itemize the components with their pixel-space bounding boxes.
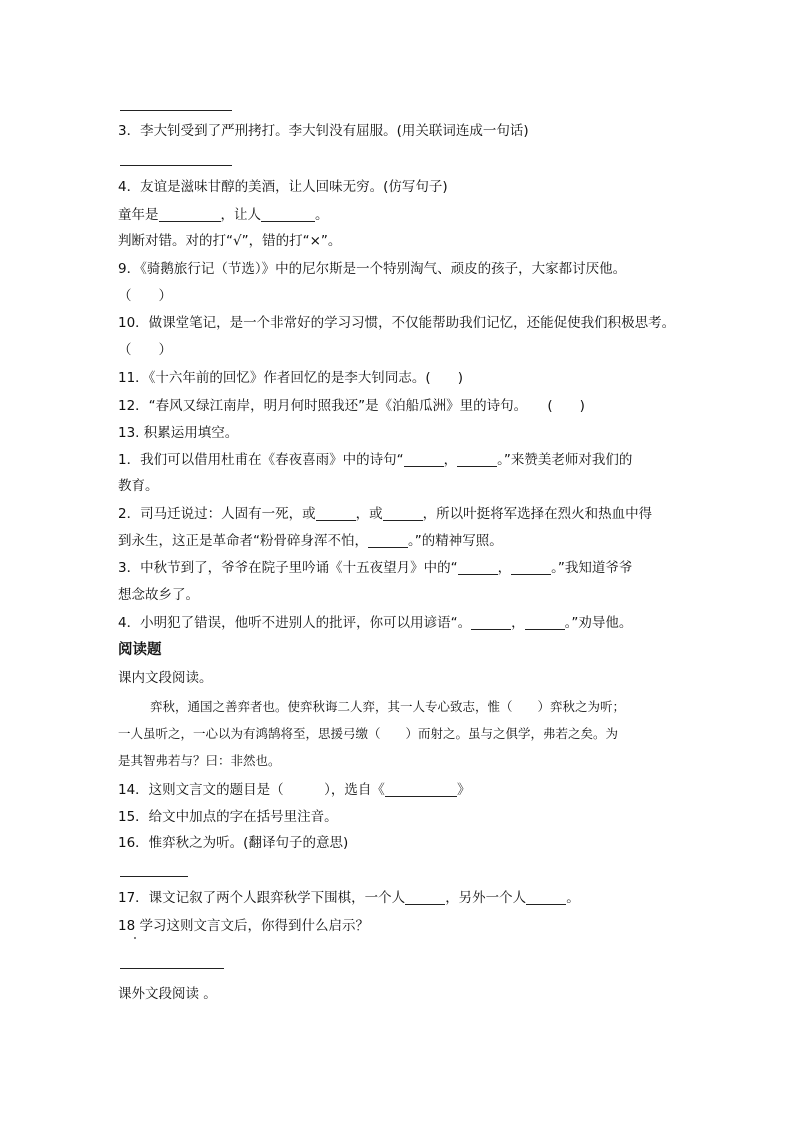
fill-item-3-cont: 想念故乡了。 [118, 587, 199, 603]
answer-parens[interactable]: （ ） [118, 288, 172, 304]
answer-line [120, 165, 232, 166]
subsection-extracurricular: 课外文段阅读 。 [118, 986, 217, 1002]
fill-item-3: 3．中秋节到了，爷爷在院子里吟诵《十五夜望月》中的“ ， 。”我知道爷爷 [118, 560, 633, 576]
fill-blank[interactable] [404, 452, 444, 467]
question-4-imitation: 童年是 ，让人 。 [118, 207, 329, 223]
fill-item-2-cont: 到永生，这正是革命者“粉骨碎身浑不怕， 。”的精神写照。 [118, 533, 503, 549]
answer-line [120, 110, 232, 111]
answer-line [120, 968, 224, 969]
classical-text-line-2: 一人虽听之，一心以为有鸿鹄将至，思援弓缴（ ）而射之。虽与之俱学，弗若之矣。为 [118, 726, 619, 741]
fill-blank[interactable] [385, 782, 457, 797]
fill-blank[interactable] [525, 615, 565, 630]
question-4: 4．友谊是滋味甘醇的美酒，让人回味无穷。(仿写句子) [118, 179, 448, 195]
section-title: 阅读题 [118, 642, 162, 658]
fill-blank[interactable] [526, 890, 566, 905]
question-13: 13. 积累运用填空。 [118, 425, 239, 441]
judge-instructions: 判断对错。对的打“√”，错的打“×”。 [118, 233, 342, 249]
fill-item-1-cont: 教育。 [118, 478, 159, 494]
question-12: 12．“春风又绿江南岸，明月何时照我还”是《泊船瓜洲》里的诗句。 ( ) [118, 398, 585, 414]
fill-blank[interactable] [471, 615, 511, 630]
fill-blank[interactable] [458, 560, 498, 575]
stray-mark [134, 937, 136, 939]
question-16: 16．惟弈秋之为听。(翻译句子的意思) [118, 835, 349, 851]
answer-line [120, 876, 188, 877]
fill-item-2: 2．司马迁说过：人固有一死，或 ，或 ，所以叶挺将军选择在烈火和热血中得 [118, 506, 653, 522]
fill-blank[interactable] [368, 533, 408, 548]
fill-item-4: 4．小明犯了错误，他听不进别人的批评，你可以用谚语“。 ， 。”劝导他。 [118, 615, 633, 631]
question-10: 10．做课堂笔记，是一个非常好的学习习惯，不仅能帮助我们记忆，还能促使我们积极思考。 [118, 315, 676, 331]
fill-blank[interactable] [511, 560, 551, 575]
question-15: 15．给文中加点的字在括号里注音。 [118, 809, 338, 825]
classical-text-line-3: 是其智弗若与？曰：非然也。 [118, 753, 281, 768]
answer-parens[interactable]: （ ） [118, 342, 172, 358]
fill-blank[interactable] [383, 506, 423, 521]
fill-blank[interactable] [457, 452, 497, 467]
fill-blank[interactable] [405, 890, 445, 905]
question-14: 14．这则文言文的题目是（ ），选自《 》 [118, 782, 471, 798]
question-9: 9．《骑鹅旅行记（节选）》中的尼尔斯是一个特别淘气、顽皮的孩子，大家都讨厌他。 [118, 261, 627, 277]
fill-blank[interactable] [261, 207, 315, 222]
question-11: 11．《十六年前的回忆》作者回忆的是李大钊同志。( ) [118, 370, 463, 386]
question-17: 17．课文记叙了两个人跟弈秋学下围棋，一个人 ，另外一个人 。 [118, 890, 580, 906]
question-3: 3．李大钊受到了严刑拷打。李大钊没有屈服。(用关联词连成一句话) [118, 123, 529, 139]
subsection-in-class: 课内文段阅读。 [118, 670, 213, 686]
fill-item-1: 1．我们可以借用杜甫在《春夜喜雨》中的诗句“ ， 。”来赞美老师对我们的 [118, 452, 633, 468]
classical-text-line-1: 弈秋，通国之善弈者也。使弈秋诲二人弈，其一人专心致志，惟（ ）弈秋之为听； [150, 699, 626, 714]
question-18: 18 学习这则文言文后，你得到什么启示？ [118, 918, 369, 934]
fill-blank[interactable] [159, 207, 221, 222]
fill-blank[interactable] [316, 506, 356, 521]
